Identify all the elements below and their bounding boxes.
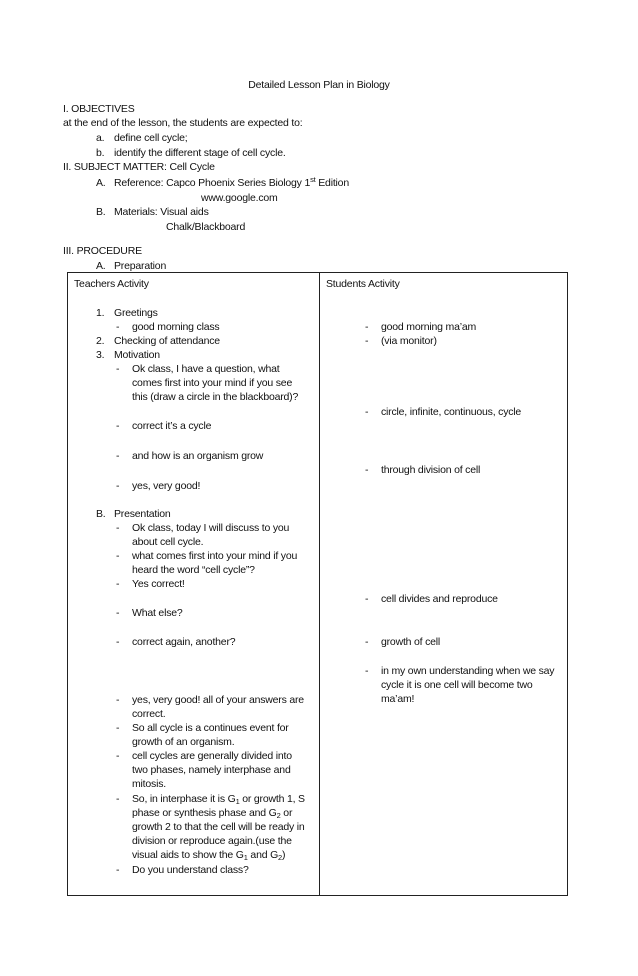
teacher-line: division or reproduce again.(use the [132, 835, 292, 847]
teacher-line: what comes first into your mind if you [132, 550, 298, 562]
reference-url: www.google.com [201, 192, 278, 204]
dash: - [116, 550, 120, 562]
dash: - [365, 665, 369, 677]
dash: - [116, 522, 120, 534]
student-line: in my own understanding when we say [381, 665, 555, 677]
dash: - [365, 335, 369, 347]
motivation-label: Motivation [114, 349, 160, 361]
attendance-number: 2. [96, 335, 105, 347]
teacher-line: phase or synthesis phase and $G_2$ or [132, 807, 293, 820]
materials-line: Materials: Visual aids [114, 206, 209, 218]
reference-marker: A. [96, 177, 106, 189]
teacher-activity-header: Teachers Activity [74, 278, 149, 290]
teacher-line: growth 2 to that the cell will be ready in [132, 821, 305, 833]
teacher-line: correct it’s a cycle [132, 420, 212, 432]
teacher-line: yes, very good! [132, 480, 201, 492]
dash: - [116, 864, 120, 876]
objectives-heading: I. OBJECTIVES [63, 103, 135, 115]
teacher-line: Yes correct! [132, 578, 185, 590]
presentation-marker: B. [96, 508, 106, 520]
teacher-line: Ok class, I have a question, what [132, 363, 280, 375]
preparation-label: Preparation [114, 260, 167, 272]
student-line: cycle it is one cell will become two [381, 679, 533, 691]
attendance-label: Checking of attendance [114, 335, 220, 347]
teacher-line: growth of an organism. [132, 736, 235, 748]
dash: - [365, 406, 369, 418]
materials-marker: B. [96, 206, 106, 218]
teacher-line: cell cycles are generally divided into [132, 750, 292, 762]
procedure-heading: III. PROCEDURE [63, 245, 142, 257]
dash: - [365, 464, 369, 476]
dash: - [116, 636, 120, 648]
teacher-line: heard the word “cell cycle”? [132, 564, 255, 576]
dash: - [116, 578, 120, 590]
dash: - [116, 450, 120, 462]
teacher-line: about cell cycle. [132, 536, 204, 548]
teacher-line: yes, very good! all of your answers are [132, 694, 304, 706]
teacher-line: correct again, another? [132, 636, 236, 648]
teacher-line: two phases, namely interphase and [132, 764, 291, 776]
greetings-label: Greetings [114, 307, 158, 319]
subject-matter-heading: II. SUBJECT MATTER: Cell Cycle [63, 161, 215, 173]
objective-marker-b: b. [96, 147, 105, 159]
student-line: (via monitor) [381, 335, 437, 347]
dash: - [116, 420, 120, 432]
teacher-line: comes first into your mind if you see [132, 377, 293, 389]
presentation-label: Presentation [114, 508, 171, 520]
student-line: through division of cell [381, 464, 481, 476]
dash: - [116, 722, 120, 734]
objective-item-b: identify the different stage of cell cycle. [114, 147, 286, 159]
student-line: ma’am! [381, 693, 415, 705]
teacher-line: What else? [132, 607, 183, 619]
teacher-line: Ok class, today I will discuss to you [132, 522, 290, 534]
teacher-line: correct. [132, 708, 166, 720]
page-title: Detailed Lesson Plan in Biology [248, 79, 390, 91]
teacher-line: and how is an organism grow [132, 450, 264, 462]
dash: - [116, 750, 120, 762]
motivation-number: 3. [96, 349, 105, 361]
objectives-intro: at the end of the lesson, the students are expected to: [63, 117, 303, 129]
dash: - [116, 363, 120, 375]
dash: - [116, 321, 120, 333]
teacher-line: Do you understand class? [132, 864, 249, 876]
student-activity-header: Students Activity [326, 278, 400, 290]
dash: - [116, 607, 120, 619]
objective-marker-a: a. [96, 132, 105, 144]
teacher-line: So all cycle is a continues event for [132, 722, 289, 734]
student-line: circle, infinite, continuous, cycle [381, 406, 522, 418]
objective-item-a: define cell cycle; [114, 132, 188, 144]
dash: - [116, 480, 120, 492]
teacher-line: So, in interphase it is $G_1$ or growth 1, S [132, 793, 305, 806]
table-column-divider [319, 272, 320, 896]
dash: - [116, 793, 120, 805]
preparation-marker: A. [96, 260, 106, 272]
dash: - [365, 593, 369, 605]
dash: - [365, 636, 369, 648]
teacher-line: this (draw a circle in the blackboard)? [132, 391, 299, 403]
teacher-line: good morning class [132, 321, 220, 333]
greetings-number: 1. [96, 307, 105, 319]
student-line: good morning ma’am [381, 321, 477, 333]
reference-line: Reference: Capco Phoenix Series Biology 1st Edition [114, 175, 349, 189]
student-line: growth of cell [381, 636, 441, 648]
materials-extra: Chalk/Blackboard [166, 221, 246, 233]
teacher-line: visual aids to show the $G_1$ and $G_2$) [132, 849, 286, 862]
student-line: cell divides and reproduce [381, 593, 498, 605]
dash: - [365, 321, 369, 333]
teacher-line: mitosis. [132, 778, 166, 790]
dash: - [116, 694, 120, 706]
